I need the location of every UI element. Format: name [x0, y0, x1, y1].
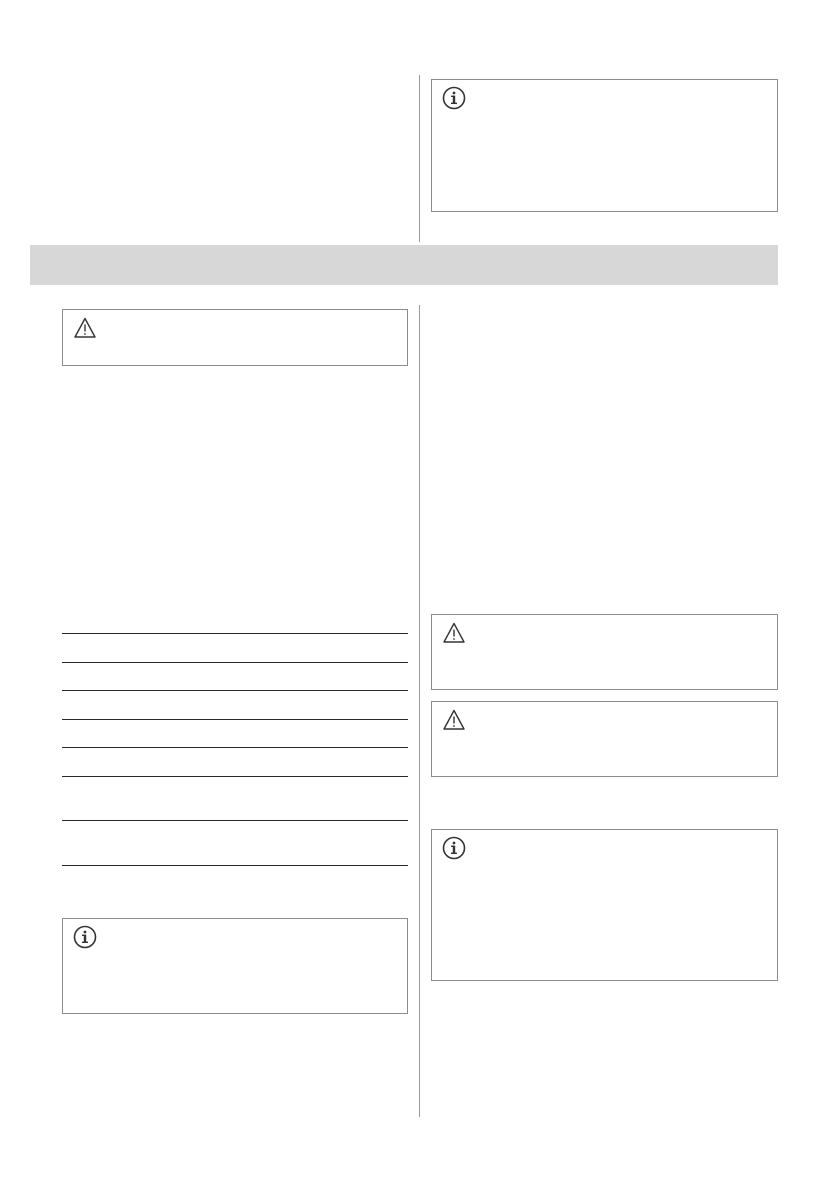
info-icon	[442, 836, 466, 860]
info-icon	[73, 925, 97, 949]
warning-icon	[442, 621, 466, 645]
warning-box-left	[62, 309, 408, 366]
column-divider-bottom	[419, 305, 420, 1117]
warning-box-right-1	[431, 614, 778, 690]
section-heading-band	[30, 245, 778, 285]
info-icon	[442, 86, 466, 110]
table-rule	[62, 747, 408, 748]
info-box-top-right	[431, 79, 778, 212]
warning-icon	[73, 316, 97, 340]
table-rule	[62, 865, 408, 866]
info-box-bottom-left	[62, 918, 408, 1014]
info-box-bottom-right	[431, 829, 778, 981]
table-rule	[62, 719, 408, 720]
warning-box-right-2	[431, 701, 778, 777]
table-rule	[62, 662, 408, 663]
table-rule	[62, 633, 408, 634]
table-rule	[62, 776, 408, 777]
table-rule	[62, 690, 408, 691]
warning-icon	[442, 708, 466, 732]
table-rule	[62, 820, 408, 821]
column-divider-top	[419, 75, 420, 242]
